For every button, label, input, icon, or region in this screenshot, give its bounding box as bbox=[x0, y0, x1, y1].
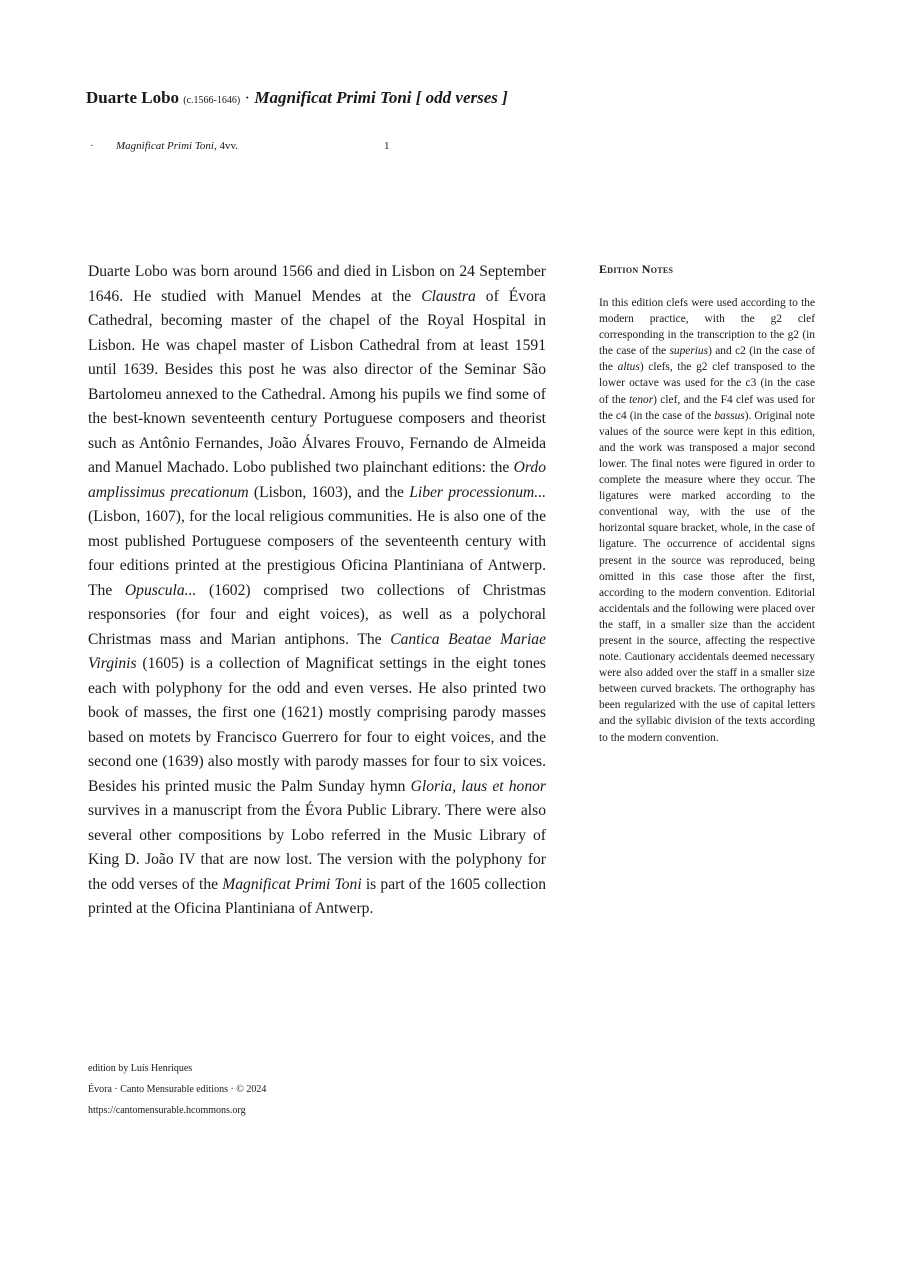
notes-bassus: bassus bbox=[714, 409, 745, 422]
notes-segment: In this edition clefs were used according to the modern practice, with the g2 clef corresponding in the transcription to the g2 (in the case of the bbox=[599, 297, 815, 358]
publisher-line: Évora · Canto Mensurable editions · © 2024 bbox=[88, 1084, 267, 1095]
toc-bullet: · bbox=[90, 140, 94, 152]
bio-cantica-title: Cantica Beatae Mariae Virginis bbox=[88, 630, 546, 672]
bio-segment: (1602) comprised two collections of Christmas responsories (for four and eight voices), as well as a polychoral Christmas mass and Marian antiphons. The bbox=[88, 581, 546, 648]
notes-segment: ) clefs, the g2 clef transposed to the lower octave was used for the c3 (in the case of the bbox=[599, 361, 815, 406]
bio-magnificat-title: Magnificat Primi Toni bbox=[222, 875, 362, 893]
website-link[interactable]: https://cantomensurable.hcommons.org bbox=[88, 1105, 246, 1116]
title-separator: · bbox=[244, 88, 251, 107]
page-title bbox=[86, 86, 846, 113]
toc-entry-voices: , 4vv. bbox=[214, 140, 239, 152]
notes-segment: ). Original note values of the source were kept in this edition, and the work was transposed a major second lower. The final notes were figured in order to complete the measure where they occur. The ligatures were marked according to the conventional way, with the use of the horizontal square bracket, whole, in the case of ligature. The occurrence of accidental signs present in the source was reproduced, being omitted in this case those after the first, according to the modern convention. Editorial accidentals and the following were placed over the staff, in a smaller size than the accident present in the source, affecting the respective note. Cautionary accidentals deemed necessary were also added over the staff in a smaller size between curved brackets. The orthography has been regularized with the use of capital letters and the syllabic division of the texts according to the modern convention. bbox=[599, 409, 815, 744]
biography-text bbox=[88, 260, 546, 922]
edition-notes-text bbox=[599, 295, 815, 746]
bio-gloria-title: Gloria, laus et honor bbox=[410, 777, 546, 795]
bio-claustra: Claustra bbox=[421, 287, 476, 305]
toc-entry-title: Magnificat Primi Toni bbox=[116, 140, 214, 152]
notes-segment: ) and c2 (in the case of the bbox=[599, 345, 816, 374]
toc-entry[interactable] bbox=[116, 138, 238, 154]
notes-segment: ) clef, and the F4 clef was used for the c4 (in the case of the bbox=[599, 393, 815, 422]
edition-notes-heading: Edition Notes bbox=[599, 262, 674, 276]
toc-page-number: 1 bbox=[384, 140, 390, 152]
bio-segment: of Évora Cathedral, becoming master of the chapel of the Royal Hospital in Lisbon. He was chapel master of Lisbon Cathedral from at least 1591 until 1639. Besides this post he was also director of the Seminar São Bartolomeu annexed to the Cathedral. Among his pupils we find some of the best-known seventeenth century Portuguese composers and theorist such as Antônio Fernandes, João Álvares Frouvo, Fernando de Almeida and Manuel Machado. Lobo published two plainchant editions: the bbox=[88, 287, 546, 476]
notes-altus: altus bbox=[617, 361, 640, 374]
colophon bbox=[88, 1058, 488, 1121]
notes-tenor: tenor bbox=[629, 393, 654, 406]
bio-segment: (1605) is a collection of Magnificat settings in the eight tones each with polyphony for the odd and even verses. He also printed two book of masses, the first one (1621) mostly comprising parody masses based on motets by Francisco Guerrero for four to eight voices, and the second one (1639) also mostly with parody masses for four to six voices. Besides his printed music the Palm Sunday hymn bbox=[88, 655, 546, 795]
bio-segment: Duarte Lobo was born around 1566 and died in Lisbon on 24 September 1646. He studied with Manuel Mendes at the bbox=[88, 263, 546, 305]
bio-opuscula-title: Opuscula... bbox=[124, 581, 197, 599]
bio-ordo-title: Ordo amplissimus precationum bbox=[88, 459, 546, 501]
notes-superius: superius bbox=[669, 345, 709, 358]
bio-segment: is part of the 1605 collection printed at the Oficina Plantiniana of Antwerp. bbox=[88, 875, 546, 917]
bio-liber-title: Liber processionum... bbox=[409, 483, 546, 501]
bio-segment: survives in a manuscript from the Évora Public Library. There were also several other compositions by Lobo referred in the Music Library of King D. João IV that are now lost. The version with the polyphony for the odd verses of the bbox=[88, 802, 546, 893]
bio-segment: (Lisbon, 1607), for the local religious communities. He is also one of the most published Portuguese composers of the seventeenth century with four editions printed at the prestigious Oficina Plantiniana of Antwerp. The bbox=[88, 508, 546, 599]
work-title: Magnificat Primi Toni [ odd verses ] bbox=[254, 88, 508, 107]
bio-segment: (Lisbon, 1603), and the bbox=[248, 483, 410, 501]
composer-dates: (c.1566-1646) bbox=[183, 95, 241, 106]
composer-name: Duarte Lobo bbox=[86, 88, 180, 107]
edition-notes bbox=[599, 262, 815, 746]
editor-credit: edition by Luís Henriques bbox=[88, 1063, 193, 1074]
